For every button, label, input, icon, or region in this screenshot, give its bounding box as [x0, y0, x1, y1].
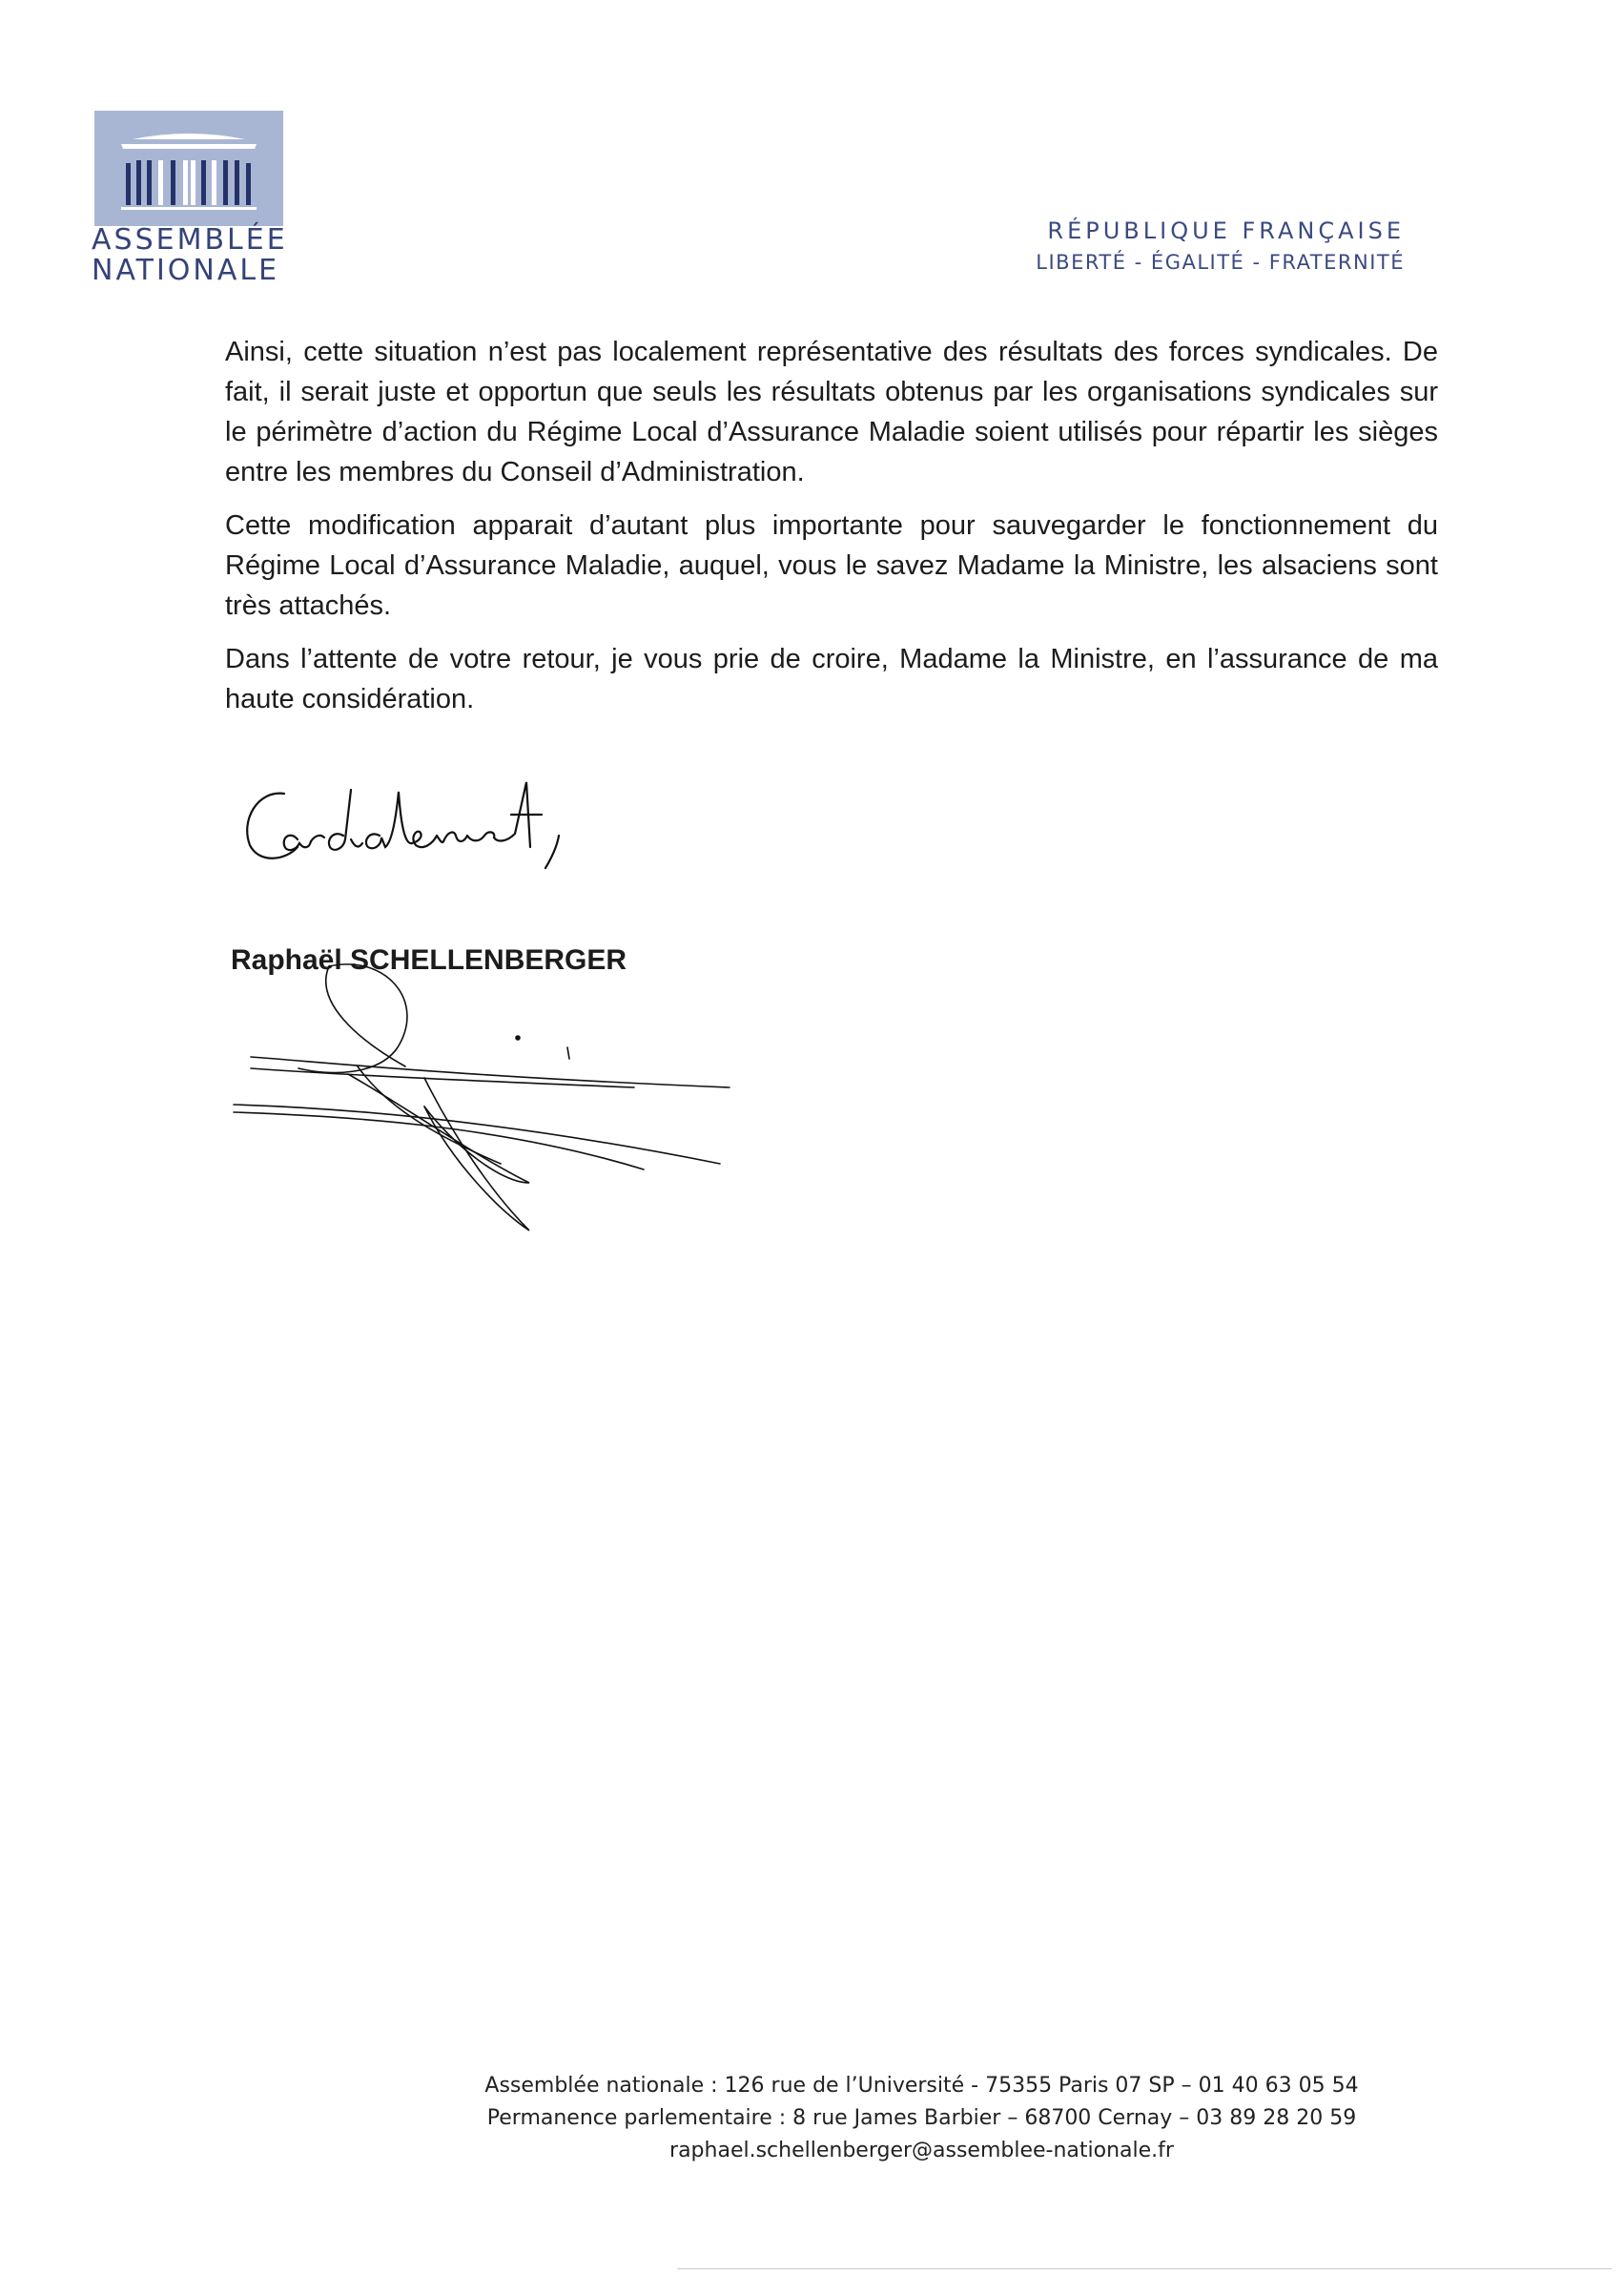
- paragraph-3: Dans l’attente de votre retour, je vous prie de croire, Madame la Ministre, en l’assurance de ma haute considération.: [225, 644, 1438, 714]
- footer-address-assembly: Assemblée nationale : 126 rue de l’Université - 75355 Paris 07 SP – 01 40 63 05 54: [484, 2074, 1359, 2098]
- logo-line-1: ASSEMBLÉE: [92, 223, 288, 257]
- footer-address-permanence: Permanence parlementaire : 8 rue James Barbier – 68700 Cernay – 03 89 28 20 59: [486, 2106, 1357, 2130]
- paragraph-2: Cette modification apparait d’autant plus importante pour sauvegarder le fonctionnement du Régime Local d’Assurance Maladie, auquel, vous le savez Madame la Ministre, les alsaciens sont très attachés.: [225, 510, 1438, 621]
- republic-motto: LIBERTÉ - ÉGALITÉ - FRATERNITÉ: [1036, 251, 1405, 274]
- footer-divider: [677, 2268, 1612, 2269]
- signer-name: Raphaël SCHELLENBERGER: [231, 944, 627, 976]
- hemicycle-emblem-icon: [94, 111, 283, 226]
- logo-line-2: NATIONALE: [92, 254, 280, 287]
- letter-body: [225, 332, 1438, 733]
- footer-email: raphael.schellenberger@assemblee-nationale.fr: [669, 2139, 1174, 2162]
- signature-drawing: [215, 963, 749, 1254]
- handwritten-closing: [238, 773, 639, 901]
- paragraph-1: Ainsi, cette situation n’est pas localement représentative des résultats des forces syndicales. De fait, il serait juste et opportun que seuls les résultats obtenus par les organisations syndicales sur le périmètre d’action du Régime Local d’Assurance Maladie soient utilisés pour répartir les sièges entre les membres du Conseil d’Administration.: [225, 337, 1438, 487]
- republic-title: RÉPUBLIQUE FRANÇAISE: [1047, 217, 1405, 244]
- logo-wordmark: [92, 225, 288, 286]
- letter-footer: [0, 2070, 1624, 2167]
- republique-francaise-header: [1036, 215, 1405, 278]
